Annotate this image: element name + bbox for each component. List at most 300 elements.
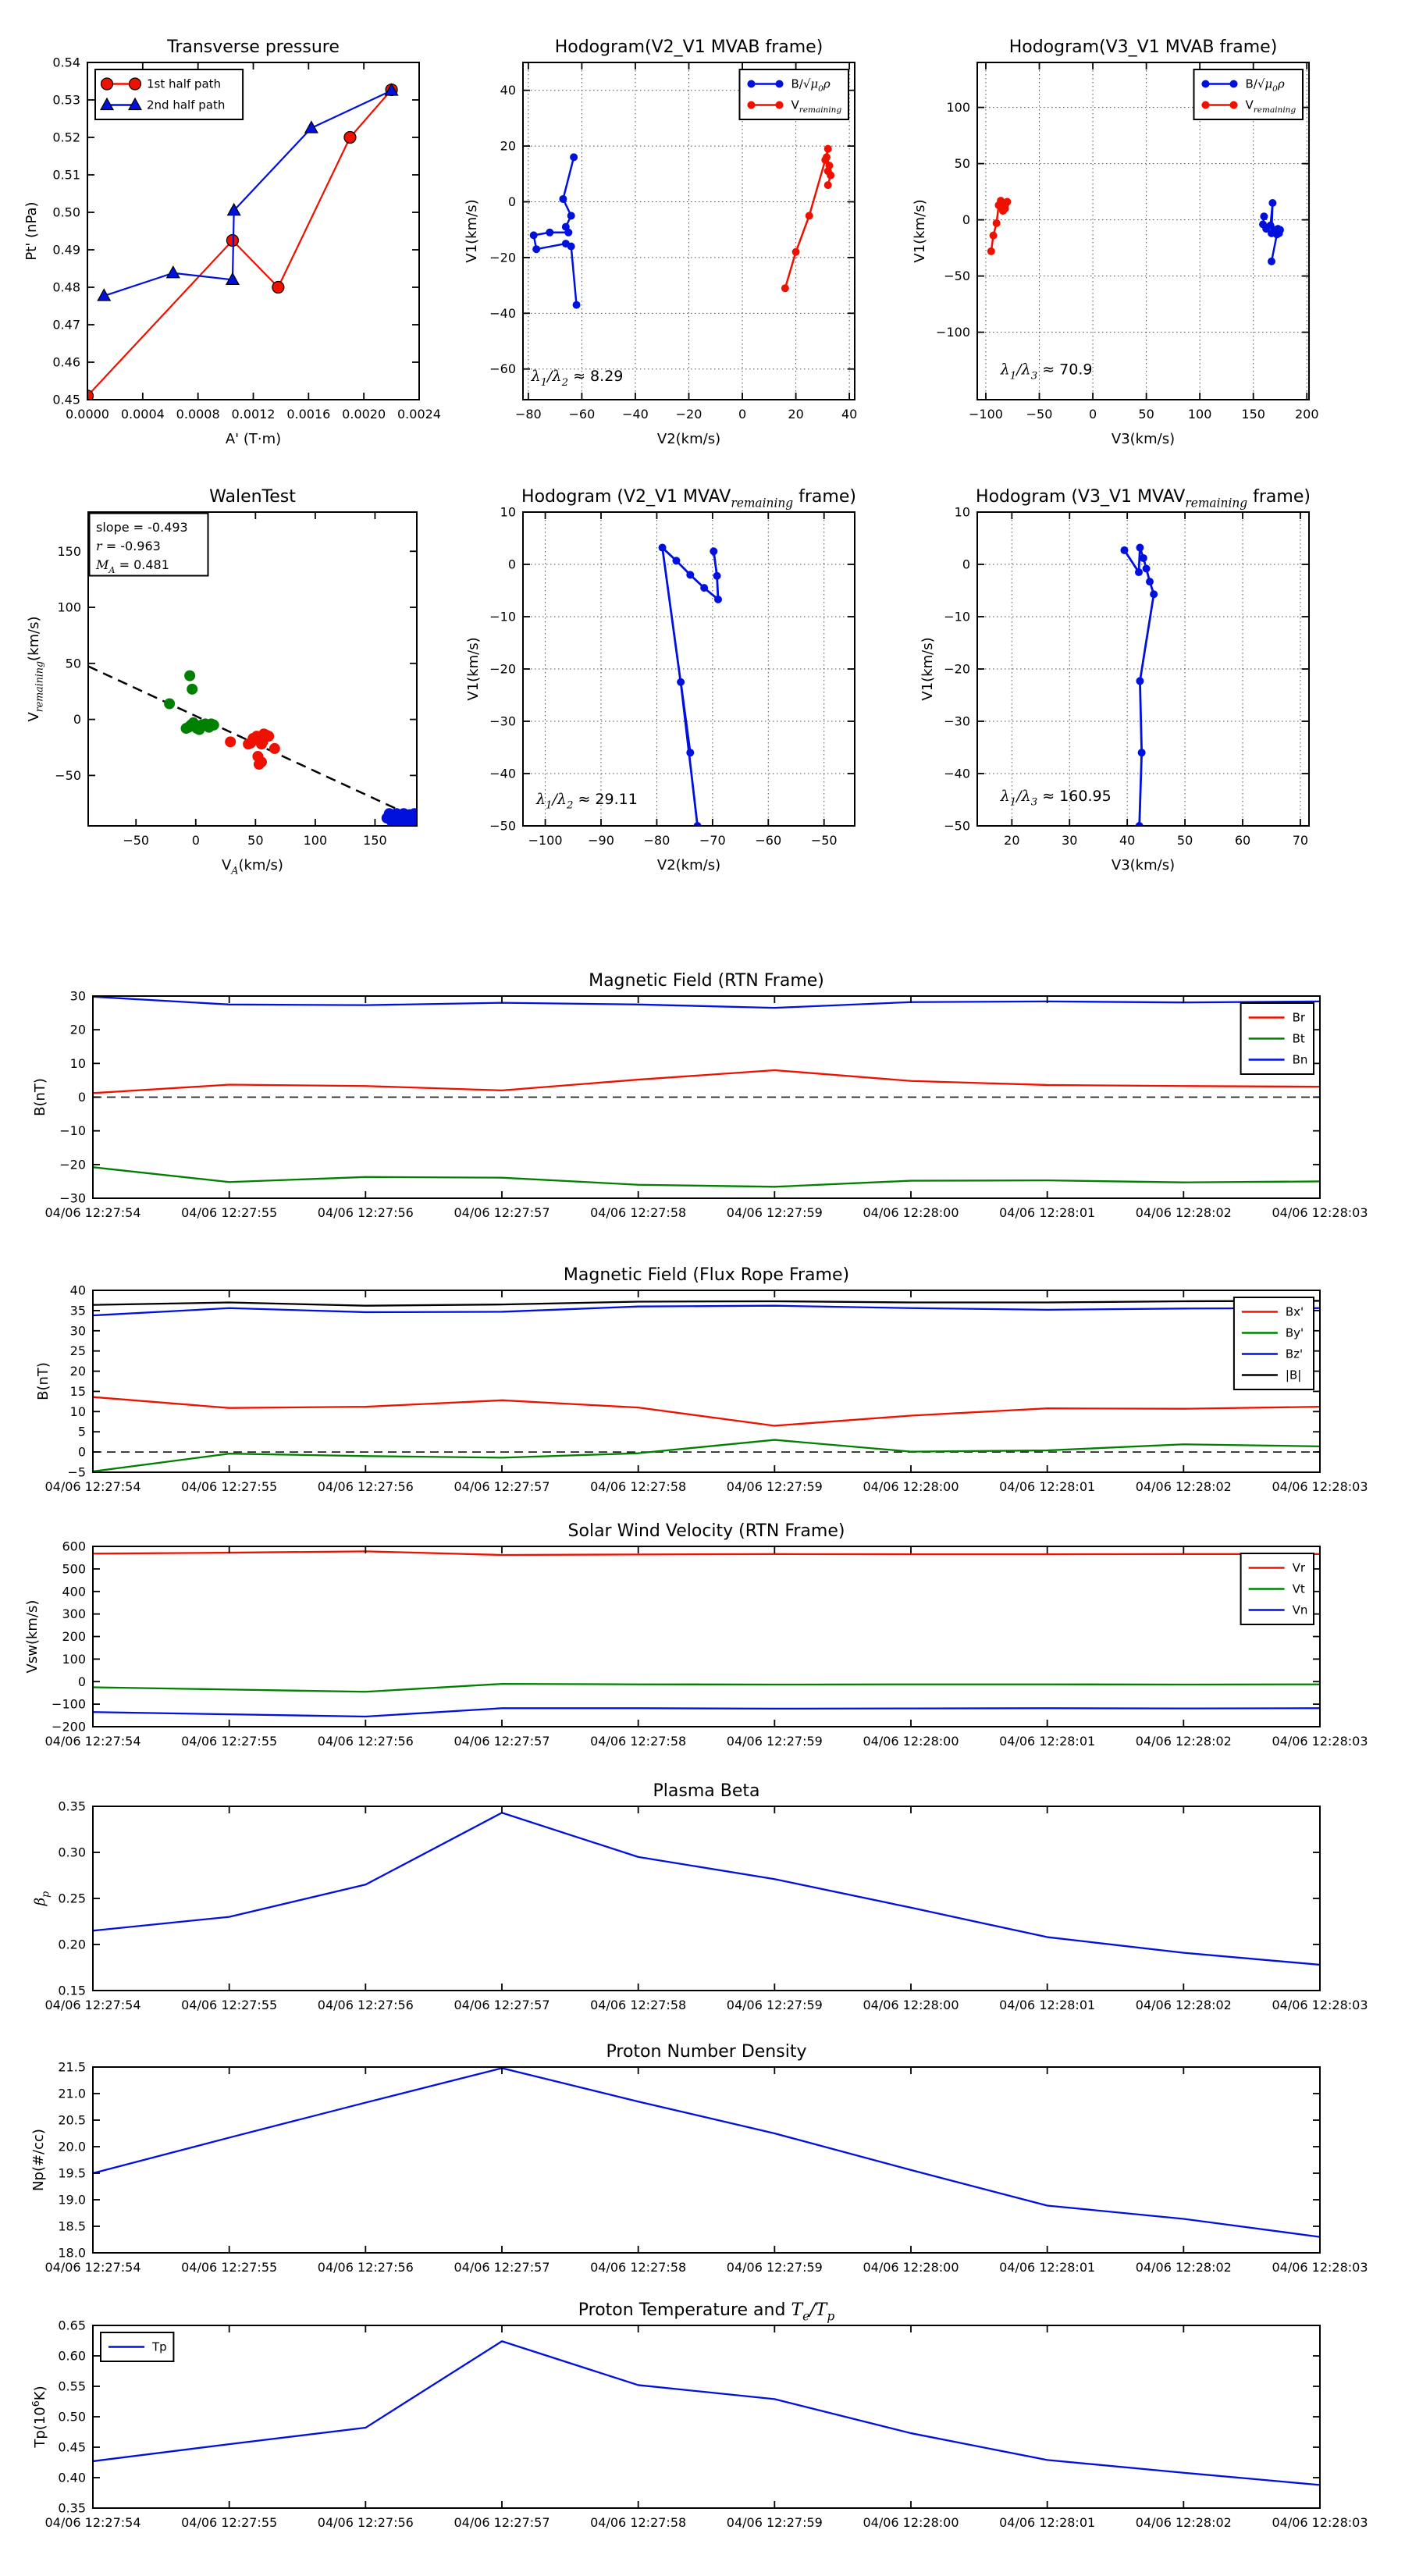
x-tick-label: 04/06 12:28:03 [1272,2515,1368,2530]
y-tick-label: 30 [69,1323,86,1339]
legend-label: 1st half path [147,76,222,91]
x-tick-label: −80 [643,833,670,848]
circle-marker [344,132,356,144]
legend-label: Vn [1292,1603,1308,1617]
dot-marker [714,596,722,603]
plot-area [93,1806,1320,1991]
y-tick-label: 10 [69,1055,86,1071]
x-axis-label: V3(km/s) [1111,857,1176,873]
x-tick-label: 04/06 12:27:55 [181,2260,278,2275]
y-tick-label: −100 [936,325,970,340]
dot-marker [1229,80,1237,88]
x-tick-label: 40 [1119,833,1136,848]
y-tick-label: 0 [507,557,516,572]
x-axis-label: $V_A(km/s)$ [222,857,283,877]
y-tick-label: 0 [77,1444,86,1460]
dot-marker [1136,677,1144,685]
panel-hodogram-v2v1-mvav [465,487,856,873]
dot-marker [564,229,572,237]
dot-marker [1138,749,1146,756]
y-tick-label: −10 [489,609,516,624]
dot-marker [1143,564,1151,572]
legend-label: Bz' [1285,1347,1304,1361]
y-tick-label: 21.0 [58,2086,86,2101]
x-tick-label: 0.0004 [120,407,165,422]
dot-marker [532,245,540,253]
y-tick-label: −20 [944,661,970,677]
panel-title: Hodogram (V2_V1 $MVAV_{remaining}$ frame) [521,487,856,511]
panel-b-rtn [32,971,1368,1220]
x-tick-label: −70 [699,833,726,848]
dot-marker [1136,544,1144,552]
y-tick-label: 25 [69,1343,86,1359]
x-tick-label: 04/06 12:27:59 [726,1205,823,1220]
x-tick-label: 04/06 12:27:55 [181,1998,278,2012]
dot-marker [672,557,680,564]
y-tick-label: −30 [489,713,516,729]
legend-label: Vr [1292,1560,1306,1575]
x-tick-label: 04/06 12:28:00 [863,1479,959,1494]
y-tick-label: 20.0 [58,2139,86,2154]
y-axis-label: V1(km/s) [919,637,936,701]
circle-marker [272,282,284,294]
y-tick-label: 18.5 [58,2218,86,2234]
legend-label: $V_{remaining}$ [791,98,842,115]
y-tick-label: 0.35 [58,2500,86,2516]
y-tick-label: 20 [69,1364,86,1379]
x-tick-label: −80 [514,407,542,422]
x-axis-label: V3(km/s) [1111,431,1176,447]
stats-line: r = -0.963 [96,539,161,553]
y-tick-label: −5 [67,1464,86,1480]
dot-marker [747,80,755,88]
x-tick-label: 04/06 12:27:58 [590,1734,687,1749]
y-tick-label: −30 [944,713,970,729]
y-tick-label: 500 [62,1561,86,1577]
y-tick-label: 0 [77,1090,86,1105]
x-tick-label: 04/06 12:28:00 [863,1998,959,2012]
dot-marker [993,219,1001,227]
y-tick-label: 100 [946,100,970,116]
y-tick-label: 18.0 [58,2245,86,2261]
x-tick-label: −40 [622,407,649,422]
panel-title: Proton Temperature and $T_e/T_p$ [578,2300,835,2324]
y-axis-label: V1(km/s) [465,637,482,701]
legend-label: $B/√\mu_0\rho$ [791,76,831,94]
x-tick-label: 50 [247,833,264,848]
x-tick-label: 04/06 12:28:02 [1135,1734,1232,1749]
y-tick-label: 20 [500,138,516,154]
y-tick-label: 300 [62,1606,86,1622]
x-tick-label: 0.0020 [342,407,386,422]
x-tick-label: 04/06 12:27:55 [181,1479,278,1494]
panel-title: Magnetic Field (RTN Frame) [589,971,824,991]
x-tick-label: 04/06 12:28:03 [1272,1998,1368,2012]
panel-title: Hodogram(V3_V1 MVAB frame) [1008,37,1278,57]
y-tick-label: −20 [59,1157,86,1172]
x-tick-label: −60 [755,833,782,848]
x-tick-label: 150 [363,833,387,848]
x-tick-label: 04/06 12:27:55 [181,1205,278,1220]
y-tick-label: 10 [69,1404,86,1419]
legend-label: $B/√\mu_0\rho$ [1245,76,1285,94]
dot-marker [1260,212,1268,220]
x-tick-label: 04/06 12:27:58 [590,1205,687,1220]
panel-hodogram-v3v1-mvav [919,487,1311,873]
x-tick-label: 04/06 12:28:03 [1272,2260,1368,2275]
x-tick-label: −100 [968,407,1003,422]
panel-title: Solar Wind Velocity (RTN Frame) [567,1521,845,1541]
x-tick-label: 04/06 12:27:58 [590,2515,687,2530]
panel-title: Hodogram(V2_V1 MVAB frame) [554,37,823,57]
y-tick-label: −40 [489,766,516,781]
dot-marker [1146,578,1154,585]
y-tick-label: 30 [69,988,86,1004]
panel-proton-density [30,2042,1368,2275]
x-tick-label: 04/06 12:28:03 [1272,1205,1368,1220]
y-tick-label: 0.20 [58,1937,86,1952]
x-tick-label: 04/06 12:28:01 [999,1734,1096,1749]
x-tick-label: 0.0000 [66,407,109,422]
x-tick-label: 04/06 12:28:02 [1135,2260,1232,2275]
x-tick-label: 04/06 12:27:57 [454,1205,550,1220]
y-tick-label: 0.50 [52,205,80,220]
x-tick-label: 04/06 12:28:02 [1135,1205,1232,1220]
legend-label: $V_{remaining}$ [1245,98,1297,115]
panel-title: Plasma Beta [653,1781,760,1801]
y-tick-label: 0.25 [58,1891,86,1906]
x-tick-label: 04/06 12:27:57 [454,2515,550,2530]
x-tick-label: 04/06 12:28:00 [863,1205,959,1220]
dot-marker [710,547,717,555]
x-tick-label: 50 [1176,833,1193,848]
panel-walen-test [26,487,421,876]
panel-hodogram-v2v1-mvab [464,37,857,447]
x-tick-label: 04/06 12:28:03 [1272,1479,1368,1494]
dot-marker [1273,230,1281,238]
x-tick-label: 04/06 12:27:59 [726,1734,823,1749]
dot-marker [686,571,694,578]
x-tick-label: 04/06 12:28:01 [999,2260,1096,2275]
circle-marker [101,78,113,90]
dot-marker [823,153,831,161]
panel-title: Magnetic Field (Flux Rope Frame) [563,1265,850,1285]
y-tick-label: 0.45 [58,2439,86,2455]
x-tick-label: 04/06 12:27:57 [454,1479,550,1494]
panel-hodogram-v3v1-mvab [912,37,1319,447]
y-tick-label: 15 [69,1383,86,1399]
lambda-ratio-annotation: $\lambda_1/\lambda_3 \approx 70.9$ [1000,361,1093,382]
dot-marker [1001,201,1009,209]
x-tick-label: 04/06 12:27:59 [726,1479,823,1494]
panel-plasma-beta [32,1781,1368,2012]
plot-area [93,2325,1320,2508]
y-tick-label: −200 [52,1719,86,1735]
x-tick-label: 04/06 12:27:56 [317,2260,414,2275]
panel-title: Hodogram (V3_V1 $MVAV_{remaining}$ frame) [976,487,1311,511]
legend-label: 2nd half path [147,98,226,112]
y-tick-label: 0.60 [58,2348,86,2364]
x-tick-label: 150 [1241,407,1265,422]
y-axis-label: V1(km/s) [912,199,928,263]
y-tick-label: 19.5 [58,2165,86,2181]
y-tick-label: 35 [69,1303,86,1318]
panel-title: WalenTest [209,487,296,507]
x-tick-label: −100 [528,833,563,848]
x-tick-label: 04/06 12:27:58 [590,1998,687,2012]
dot-marker [1229,101,1237,109]
panel-transverse-pressure [23,37,441,447]
y-tick-label: 50 [65,656,81,671]
x-tick-label: 04/06 12:27:59 [726,1998,823,2012]
x-tick-label: 04/06 12:27:54 [44,1734,141,1749]
x-tick-label: 04/06 12:28:01 [999,1998,1096,2012]
x-tick-label: 50 [1138,407,1154,422]
dot-marker [775,101,783,109]
x-tick-label: 0.0024 [397,407,441,422]
y-axis-label: V1(km/s) [464,199,480,263]
x-tick-label: 04/06 12:28:02 [1135,2515,1232,2530]
x-tick-label: 04/06 12:27:58 [590,1479,687,1494]
x-tick-label: 04/06 12:28:01 [999,1205,1096,1220]
panel-title: Proton Number Density [606,2042,807,2062]
panel-vsw-rtn [24,1521,1368,1749]
lambda-ratio-annotation: $\lambda_1/\lambda_2 \approx 8.29$ [531,368,624,389]
x-tick-label: 04/06 12:27:56 [317,1205,414,1220]
x-tick-label: 20 [1004,833,1020,848]
dot-marker [1140,554,1147,562]
x-tick-label: 0.0008 [176,407,220,422]
y-tick-label: 0 [962,212,970,228]
y-tick-label: 0.51 [52,167,80,183]
y-tick-label: 0 [507,194,516,210]
x-tick-label: 04/06 12:27:56 [317,1479,414,1494]
x-tick-label: 04/06 12:28:00 [863,2260,959,2275]
y-tick-label: −30 [59,1190,86,1206]
y-tick-label: −40 [944,766,970,781]
plot-area [93,2067,1320,2253]
y-tick-label: 0.65 [58,2318,86,2333]
y-tick-label: −10 [944,609,970,624]
y-tick-label: −50 [944,269,970,284]
legend-label: Tp [152,2339,167,2354]
dot-marker [792,248,800,256]
panel-title: Transverse pressure [167,37,340,57]
x-tick-label: 0.0012 [231,407,276,422]
dot-marker [1150,590,1158,598]
y-tick-label: 40 [500,83,516,98]
x-tick-label: 04/06 12:27:55 [181,2515,278,2530]
x-tick-label: 04/06 12:27:59 [726,2515,823,2530]
y-tick-label: 0.49 [52,242,80,258]
y-tick-label: 0.46 [52,354,80,370]
x-tick-label: 04/06 12:27:59 [726,2260,823,2275]
y-tick-label: −10 [59,1123,86,1139]
dot-marker [1201,101,1209,109]
x-tick-label: 04/06 12:27:56 [317,1734,414,1749]
x-axis-label: V2(km/s) [656,857,721,873]
x-tick-label: 04/06 12:28:01 [999,1479,1096,1494]
dot-marker [824,181,832,189]
x-tick-label: −60 [568,407,596,422]
y-tick-label: 0 [962,557,970,572]
legend-label: Bt [1292,1031,1305,1046]
panel-proton-temp [30,2300,1368,2530]
dot-marker [990,232,998,240]
y-axis-label: $Tp(10^6K)$ [29,2386,48,2448]
x-tick-label: 04/06 12:28:02 [1135,1479,1232,1494]
x-tick-label: 04/06 12:27:56 [317,2515,414,2530]
lambda-ratio-annotation: $\lambda_1/\lambda_3 \approx 160.95$ [1000,787,1112,809]
x-tick-label: 0 [191,833,200,848]
dot-marker [1268,258,1275,265]
y-tick-label: 20.5 [58,2112,86,2128]
y-tick-label: 0.52 [52,130,80,145]
stats-line: $M_A = 0.481$ [96,557,169,575]
dot-marker [1201,80,1209,88]
y-tick-label: −50 [489,818,516,834]
dot-marker [1268,199,1276,207]
y-tick-label: 200 [62,1629,86,1644]
x-tick-label: 70 [1292,833,1309,848]
plot-area [93,1546,1320,1727]
dot-marker [573,301,581,309]
x-tick-label: 04/06 12:27:54 [44,2515,141,2530]
y-tick-label: 0.45 [52,392,80,407]
x-tick-label: 04/06 12:27:58 [590,2260,687,2275]
y-tick-label: 20 [69,1022,86,1037]
dot-marker [827,172,834,180]
y-tick-label: 150 [57,543,81,559]
y-tick-label: 600 [62,1539,86,1554]
x-axis-label: V2(km/s) [656,431,721,447]
y-tick-label: 0 [77,1674,86,1689]
x-tick-label: 0 [1088,407,1097,422]
y-tick-label: 0.48 [52,279,80,295]
x-tick-label: 04/06 12:28:00 [863,2515,959,2530]
y-axis-label: B(nT) [35,1362,52,1400]
x-tick-label: 30 [1062,833,1078,848]
dot-marker [530,231,538,239]
dot-marker [659,544,667,552]
x-tick-label: 04/06 12:27:54 [44,1998,141,2012]
dot-marker [700,584,708,592]
legend-label: Bx' [1285,1304,1304,1319]
x-tick-label: 100 [303,833,328,848]
y-tick-label: 0.30 [58,1845,86,1860]
y-tick-label: 40 [69,1283,86,1298]
stats-line: slope = -0.493 [96,520,188,535]
dot-marker [987,247,995,255]
y-tick-label: 400 [62,1584,86,1599]
x-tick-label: 60 [1234,833,1251,848]
dot-marker [713,572,721,580]
x-tick-label: −50 [810,833,838,848]
y-tick-label: −50 [55,767,81,783]
x-tick-label: 40 [841,407,858,422]
y-tick-label: −20 [489,250,516,265]
y-tick-label: 10 [954,504,970,520]
y-axis-label: Pt' (nPa) [23,201,40,261]
x-tick-label: −90 [588,833,614,848]
legend-label: By' [1285,1325,1304,1340]
y-tick-label: 0.50 [58,2409,86,2425]
x-tick-label: 04/06 12:27:55 [181,1734,278,1749]
y-tick-label: 10 [500,504,516,520]
dot-marker [824,145,832,153]
y-tick-label: 0.54 [52,55,80,70]
x-tick-label: 04/06 12:27:57 [454,1998,550,2012]
x-tick-label: 200 [1294,407,1319,422]
dot-marker [677,678,685,686]
y-axis-label: $\beta_p$ [32,1891,52,1906]
y-tick-label: 0.35 [58,1799,86,1814]
legend-label: Br [1292,1010,1306,1025]
legend-label: Vt [1292,1582,1305,1596]
x-tick-label: 100 [1187,407,1212,422]
y-axis-label: B(nT) [32,1078,48,1116]
x-tick-label: 0.0016 [286,407,331,422]
x-tick-label: −50 [1026,407,1053,422]
y-axis-label: Vsw(km/s) [24,1599,41,1674]
dot-marker [1135,568,1143,576]
dot-marker [559,195,567,203]
lambda-ratio-annotation: $\lambda_1/\lambda_2 \approx 29.11$ [536,790,638,812]
x-tick-label: 04/06 12:27:54 [44,2260,141,2275]
y-tick-label: 19.0 [58,2192,86,2208]
x-tick-label: 04/06 12:28:01 [999,2515,1096,2530]
dot-marker [546,229,553,237]
dot-marker [747,101,755,109]
x-tick-label: 04/06 12:27:57 [454,1734,550,1749]
y-tick-label: −50 [944,818,970,834]
dot-marker [1120,546,1128,554]
x-tick-label: −50 [123,833,150,848]
y-tick-label: −100 [52,1696,86,1712]
y-tick-label: 100 [57,600,81,615]
x-tick-label: 04/06 12:27:57 [454,2260,550,2275]
y-axis-label: Np(#/cc) [30,2129,47,2191]
y-tick-label: 0.40 [58,2470,86,2485]
y-tick-label: 100 [62,1651,86,1667]
y-axis-label: $V_{remaining}(km/s)$ [26,616,45,722]
x-tick-label: 04/06 12:27:54 [44,1479,141,1494]
dot-marker [781,284,789,292]
y-tick-label: 5 [77,1424,86,1439]
dot-marker [567,243,575,251]
y-tick-label: 50 [954,156,970,172]
x-tick-label: 0 [738,407,747,422]
x-tick-label: 04/06 12:27:54 [44,1205,141,1220]
x-tick-label: 20 [788,407,804,422]
y-tick-label: −40 [489,305,516,321]
y-tick-label: 0.47 [52,317,80,333]
y-tick-label: −60 [489,361,516,377]
x-tick-label: −20 [675,407,702,422]
x-tick-label: 04/06 12:27:56 [317,1998,414,2012]
dot-marker [567,212,575,219]
dot-marker [570,153,578,161]
x-tick-label: 04/06 12:28:02 [1135,1998,1232,2012]
panel-b-fluxrope [35,1265,1368,1494]
y-tick-label: −20 [489,661,516,677]
x-axis-label: A' (T·m) [225,431,282,447]
plot-area [93,1290,1320,1472]
x-tick-label: 04/06 12:28:03 [1272,1734,1368,1749]
y-tick-label: 0.55 [58,2379,86,2394]
y-tick-label: 0.53 [52,92,80,108]
legend-label: |B| [1285,1368,1302,1382]
